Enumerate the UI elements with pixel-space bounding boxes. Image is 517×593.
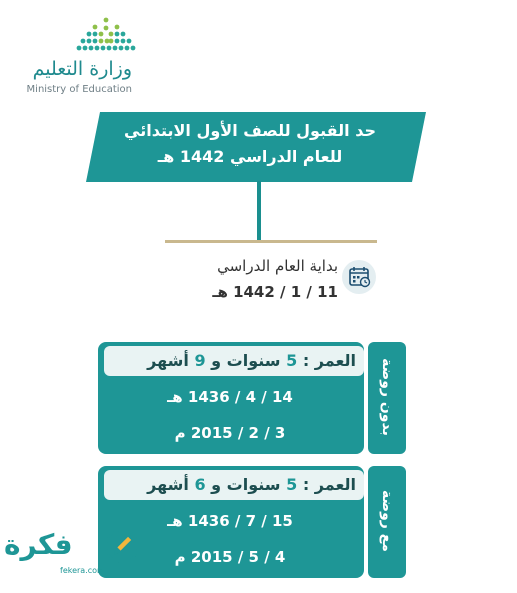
- ministry-name-english: Ministry of Education: [26, 84, 132, 95]
- age-requirement: العمر : 5 سنوات و 6 أشهر: [147, 475, 356, 494]
- title-line-1: حد القبول للصف الأول الابتدائي: [124, 121, 376, 140]
- connector-stem: [257, 181, 261, 241]
- gregorian-date: 3 / 2 / 2015 م: [174, 424, 286, 442]
- calendar-icon: [341, 259, 377, 295]
- hijri-date: 15 / 7 / 1436 هـ: [167, 512, 293, 530]
- pencil-icon: [104, 528, 140, 564]
- side-label-without-kindergarten: بدون روضة: [379, 358, 395, 436]
- watermark-url: fekera.com: [60, 566, 105, 575]
- ministry-name-arabic: وزارة التعليم: [32, 58, 132, 80]
- hijri-date: 14 / 4 / 1436 هـ: [167, 388, 293, 406]
- ministry-logo-icon: [75, 14, 137, 54]
- divider-line: [165, 240, 377, 243]
- title-line-2: للعام الدراسي 1442 هـ: [157, 147, 343, 166]
- school-year-start-label: بداية العام الدراسي: [217, 257, 338, 275]
- page-title: [100, 118, 400, 170]
- gregorian-date: 4 / 5 / 2015 م: [174, 548, 286, 566]
- side-label-with-kindergarten: مع روضة: [379, 490, 395, 552]
- age-requirement: العمر : 5 سنوات و 9 أشهر: [147, 351, 356, 370]
- watermark-logo: فكرة: [4, 528, 73, 561]
- school-year-start-date: 11 / 1 / 1442 هـ: [212, 283, 338, 301]
